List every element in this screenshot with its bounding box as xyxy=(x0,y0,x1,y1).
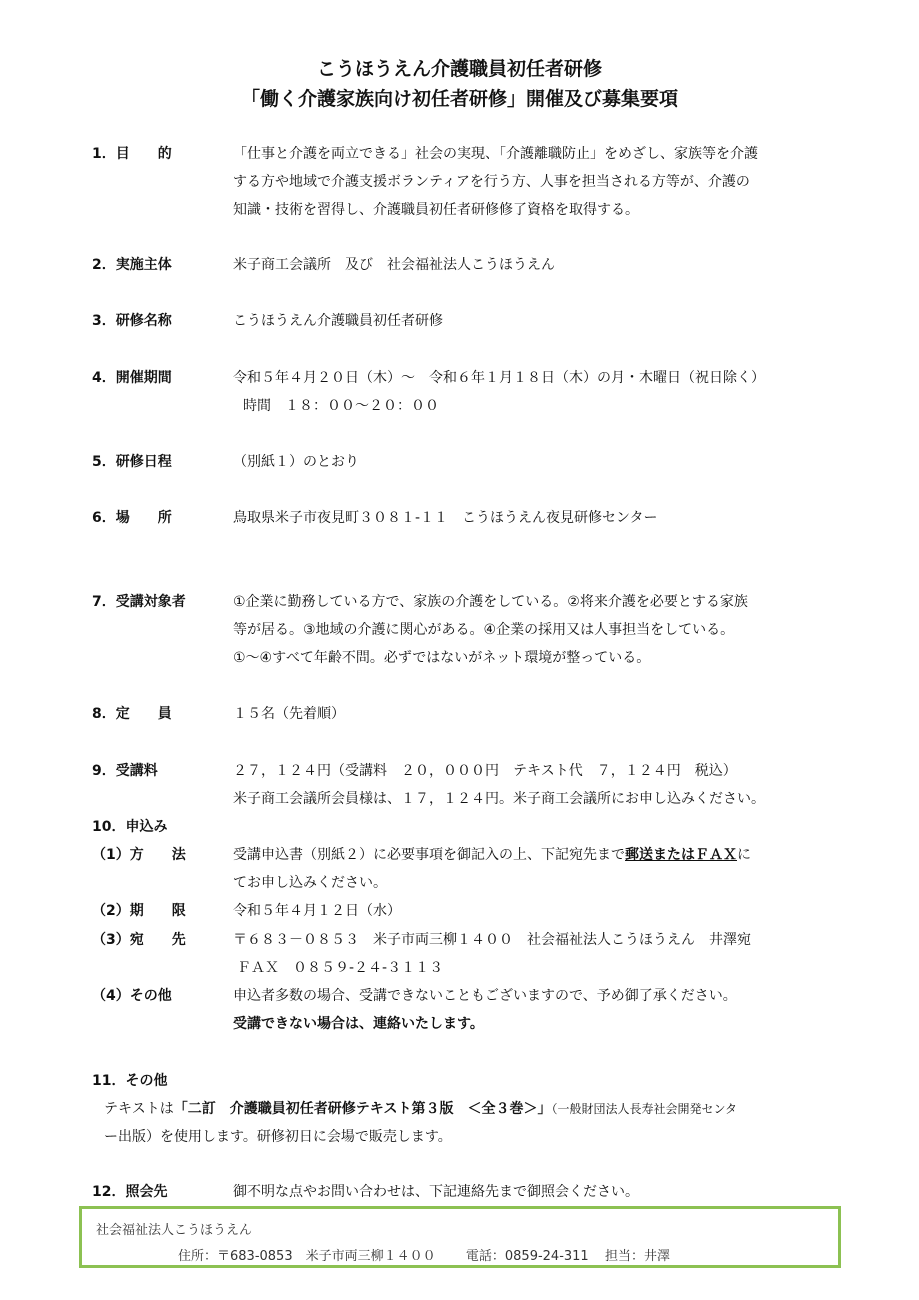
section-label: 5．研修日程 xyxy=(92,454,172,470)
section-body: １５名（先着順） xyxy=(233,706,345,722)
text-title: 「二訂 介護職員初任者研修テキスト第３版 ＜全３巻＞」 xyxy=(173,1101,552,1117)
sub-body xyxy=(233,841,833,897)
section-label: 11．その他 xyxy=(92,1073,168,1089)
page-title: こうほうえん介護職員初任者研修 xyxy=(316,58,602,80)
section-body xyxy=(233,588,833,672)
body-line: 等が居る。③地域の介護に関心がある。④企業の採用又は人事担当をしている。 xyxy=(233,622,735,638)
section-label: 3．研修名称 xyxy=(92,313,172,329)
section-label: 10．申込み xyxy=(92,819,168,835)
body-line: ＦＡＸ ０８５９-２４-３１１３ xyxy=(237,960,444,976)
body-line: 時間 １８：００～２０：００ xyxy=(243,398,439,414)
section-body: 鳥取県米子市夜見町３０８１-１１ こうほうえん夜見研修センター xyxy=(233,510,658,526)
sub-label: （1）方 法 xyxy=(92,847,186,863)
section-body: （別紙１）のとおり xyxy=(233,454,359,470)
contact-box xyxy=(79,1206,841,1268)
method-text: 受講申込書（別紙２）に必要事項を御記入の上、下記宛先まで xyxy=(233,847,625,863)
section-body: こうほうえん介護職員初任者研修 xyxy=(233,313,443,329)
contact-phone: 電話：0859-24-311 xyxy=(465,1249,589,1264)
text-publisher: （一般財団法人長寿社会開発センタ xyxy=(551,1102,737,1116)
method-tail: に xyxy=(737,847,751,863)
body-line xyxy=(104,1095,844,1123)
body-line: ①企業に勤務している方で、家族の介護をしている。②将来介護を必要とする家族 xyxy=(233,594,748,610)
section-label: 1．目 的 xyxy=(92,146,172,162)
body-line xyxy=(233,841,833,869)
body-line: する方や地域で介護支援ボランティアを行う方、人事を担当される方等が、介護の xyxy=(233,174,750,190)
section-label: 6．場 所 xyxy=(92,510,172,526)
sub-label: （4）その他 xyxy=(92,988,172,1004)
contact-details xyxy=(178,1245,670,1264)
body-line: てお申し込みください。 xyxy=(233,875,387,891)
sub-label: （2）期 限 xyxy=(92,903,186,919)
contact-person: 担当：井澤 xyxy=(604,1249,670,1264)
section-body: 御不明な点やお問い合わせは、下記連絡先まで御照会ください。 xyxy=(233,1184,639,1200)
body-line: ２７，１２４円（受講料 ２０，０００円 テキスト代 ７，１２４円 税込） xyxy=(233,763,737,779)
section-label: 12．照会先 xyxy=(92,1184,168,1200)
section-label: 2．実施主体 xyxy=(92,257,172,273)
body-line: 申込者多数の場合、受講できないこともございますので、予め御了承ください。 xyxy=(233,988,737,1004)
section-body xyxy=(233,140,833,224)
body-line: 知識・技術を習得し、介護職員初任者研修修了資格を取得する。 xyxy=(233,202,639,218)
section-body xyxy=(233,364,833,420)
body-line: ①～④すべて年齢不問。必ずではないがネット環境が整っている。 xyxy=(233,650,651,666)
contact-address: 住所：〒683-0853 米子市両三柳１４００ xyxy=(178,1249,436,1264)
contact-org: 社会福祉法人こうほうえん xyxy=(96,1223,253,1238)
body-line: 令和５年４月２０日（木）～ 令和６年１月１８日（木）の月・木曜日（祝日除く） xyxy=(233,370,765,386)
body-line: 受講できない場合は、連絡いたします。 xyxy=(233,1016,484,1032)
sub-body xyxy=(233,926,833,982)
section-label: 9．受講料 xyxy=(92,763,158,779)
body-line: 「仕事と介護を両立できる」社会の実現、「介護離職防止」をめざし、家族等を介護 xyxy=(233,146,758,162)
body-line: ー出版）を使用します。研修初日に会場で販売します。 xyxy=(104,1129,452,1145)
body-line: 〒６８３－０８５３ 米子市両三柳１４００ 社会福祉法人こうほうえん 井澤宛 xyxy=(233,932,751,948)
section-body: 米子商工会議所 及び 社会福祉法人こうほうえん xyxy=(233,257,555,273)
sub-body: 令和５年４月１２日（水） xyxy=(233,903,401,919)
text-intro: テキストは xyxy=(104,1101,174,1117)
section-label: 8．定 員 xyxy=(92,706,172,722)
section-label: 7．受講対象者 xyxy=(92,594,186,610)
section-label: 4．開催期間 xyxy=(92,370,172,386)
sub-body xyxy=(233,982,833,1038)
method-emphasis: 郵送またはＦＡＸ xyxy=(625,847,737,863)
title-block xyxy=(0,54,919,114)
section-body xyxy=(233,757,833,813)
sub-label: （3）宛 先 xyxy=(92,932,186,948)
page-subtitle: 「働く介護家族向け初任者研修」開催及び募集要項 xyxy=(240,88,678,110)
body-line: 米子商工会議所会員様は、１７，１２４円。米子商工会議所にお申し込みください。 xyxy=(233,791,765,807)
section-body xyxy=(104,1095,844,1151)
